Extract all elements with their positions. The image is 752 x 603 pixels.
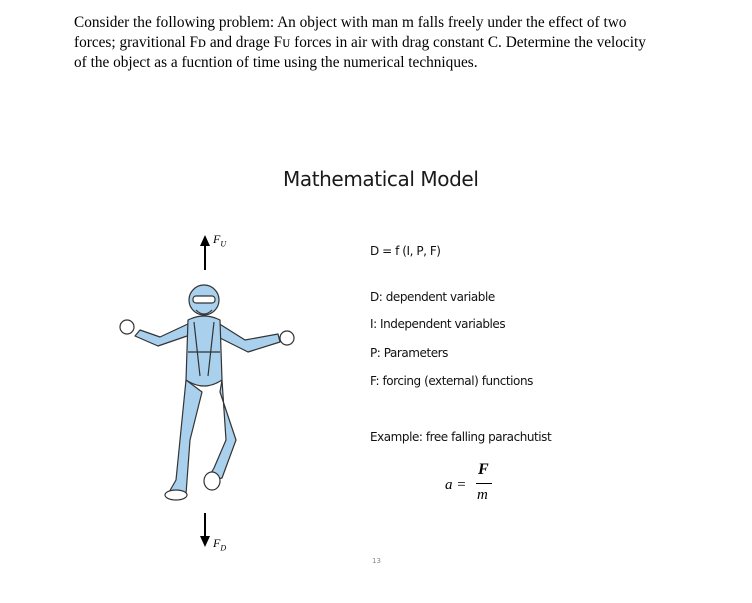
definition-dependent: D: dependent variable [370,290,495,304]
formula-numerator: F [478,461,489,478]
downward-force-symbol: F [213,536,221,550]
definition-forcing: F: forcing (external) functions [370,374,533,388]
problem-line-2: forces; gravitional Fᴅ and drage Fᴜ forces in air with drag constant C. Determine the velocity [74,34,646,51]
definition-parameters: P: Parameters [370,346,448,360]
definition-independent: I: Independent variables [370,317,506,331]
upward-force-subscript: U [220,239,227,249]
upward-force-arrow [200,235,210,270]
example-label: Example: free falling parachutist [370,430,552,444]
parachutist-body [120,285,294,500]
model-equation: D = f (I, P, F) [370,244,441,258]
upward-force-symbol: F [213,232,221,246]
problem-line-3: of the object as a fucntion of time using the numerical techniques. [74,54,478,71]
downward-force-arrow [200,513,210,547]
downward-force-subscript: D [220,543,227,553]
slide-page-number: 13 [372,557,381,565]
problem-line-1: Consider the following problem: An object with man m falls freely under the effect of two [74,14,627,31]
formula-denominator: m [477,487,488,503]
slide-title: Mathematical Model [283,167,479,191]
formula-lhs: a = [445,477,467,493]
